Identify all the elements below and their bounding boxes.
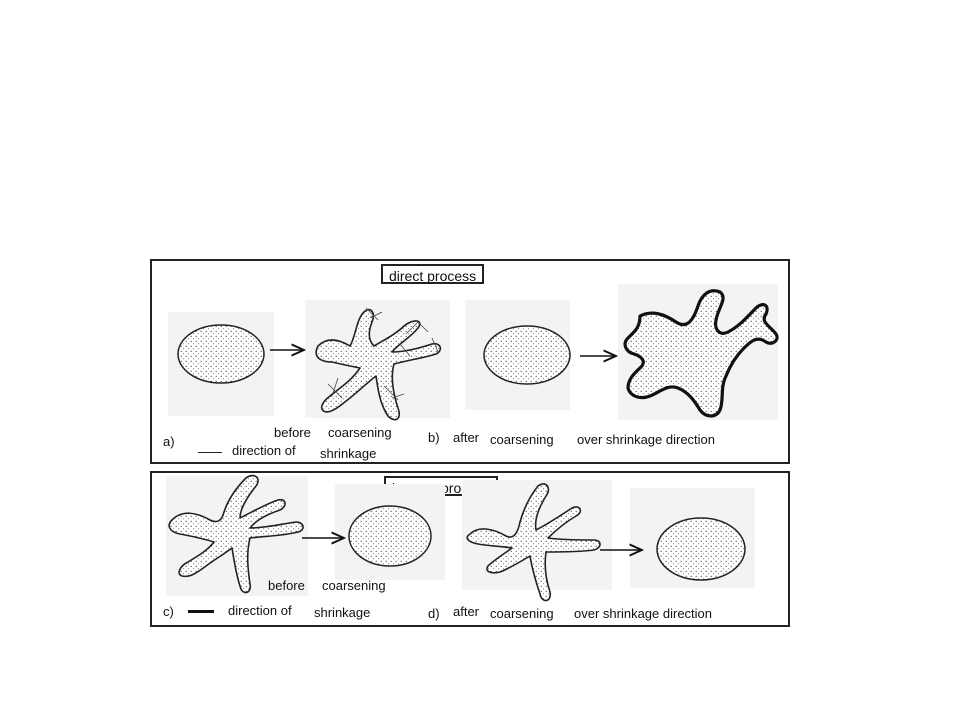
coarsening-label-b: coarsening (490, 432, 554, 447)
shrinkage-direction-line-c (188, 610, 214, 613)
shrinkage-label-a: shrinkage (320, 446, 377, 461)
shrinkage-label-c: shrinkage (314, 605, 371, 620)
over-shrinkage-direction-label-b: over shrinkage direction (577, 432, 716, 447)
caption-a: a) (163, 434, 175, 449)
ellipse-particle-c (349, 506, 431, 566)
caption-d: d) (428, 606, 440, 621)
ellipse-particle-b (484, 326, 570, 384)
caption-c: c) (163, 604, 174, 619)
coarsening-label-a: coarsening (328, 425, 392, 440)
over-shrinkage-direction-label-d: over shrinkage direction (574, 606, 713, 621)
after-label-b: after (453, 430, 480, 445)
coarsening-label-c: coarsening (322, 578, 386, 593)
before-label-c: before (268, 578, 305, 593)
ellipse-particle-d (657, 518, 745, 580)
after-label-d: after (453, 604, 480, 619)
ellipse-particle-a (178, 325, 264, 383)
before-label-a: before (274, 425, 311, 440)
coarsening-label-d: coarsening (490, 606, 554, 621)
shrinkage-direction-line-a (198, 452, 222, 453)
direction-label-c: direction of (228, 603, 292, 618)
caption-b: b) (428, 430, 440, 445)
direction-label-a: direction of (232, 443, 296, 458)
direct-process-title: direct process (381, 264, 484, 284)
